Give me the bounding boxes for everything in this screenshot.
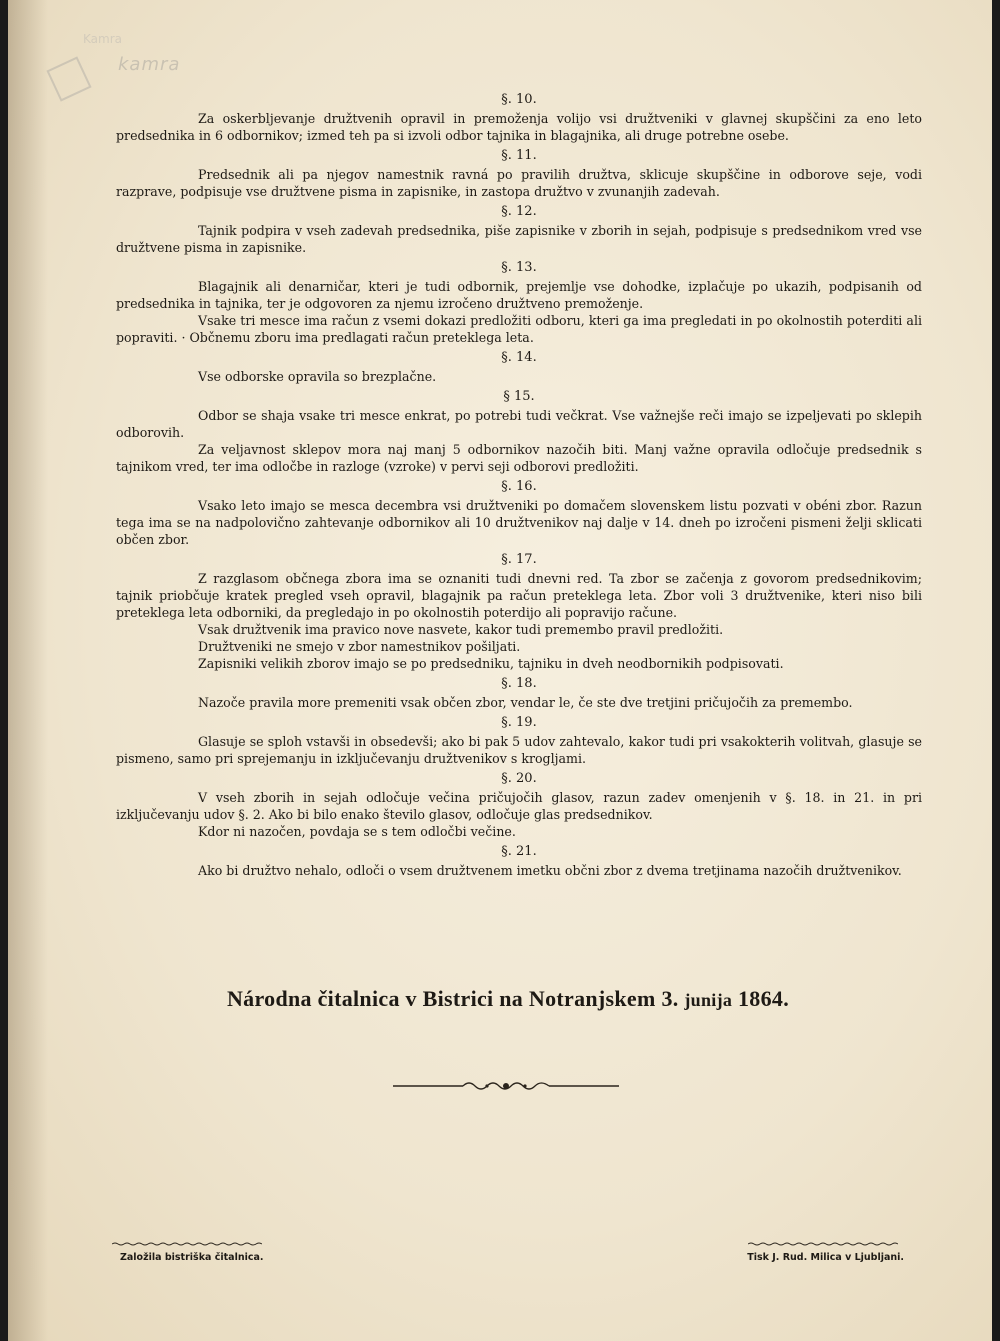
section-paragraph: Ako bi družtvo nehalo, odloči o vsem družtvenem imetku občni zbor z dvema tretjinama nazočih družtvenikov.	[198, 863, 902, 878]
document-page	[8, 0, 992, 1341]
section-heading: §. 19.	[501, 715, 537, 730]
closing-title	[8, 986, 1000, 1012]
watermark-logo-text: kamra	[118, 54, 181, 75]
decorative-ornament-icon	[393, 1078, 619, 1094]
section-paragraph: Kdor ni nazočen, povdaja se s tem odločbi večine.	[198, 824, 516, 839]
section-paragraph: Vsake tri mesce ima račun z vsemi dokazi predložiti odboru, kteri ga ima pregledati in po okolnostih poterditi ali popraviti. · Občnemu zboru ima predlagati račun preteklega leta.	[116, 313, 922, 345]
footer-rule-right	[748, 1242, 898, 1246]
statute-body	[116, 88, 922, 879]
section-heading: §. 12.	[501, 204, 537, 219]
section-paragraph: Odbor se shaja vsake tri mesce enkrat, po potrebi tudi večkrat. Vse važnejše reči imajo se izpeljevati po sklepih odborovih.	[116, 408, 922, 440]
publisher-note: Založila bistriška čitalnica.	[120, 1252, 264, 1263]
section-paragraph: Za veljavnost sklepov mora naj manj 5 odbornikov nazočih biti. Manj važne opravila odločuje predsednik s tajnikom vred, ter ima odločbe in razloge (vzroke) v pervi seji odborovi predložiti.	[116, 442, 922, 474]
section-paragraph: Družtveniki ne smejo v zbor namestnikov pošiljati.	[198, 639, 521, 654]
section-heading: §. 13.	[501, 260, 537, 275]
section-heading: §. 20.	[501, 771, 537, 786]
section-heading: §. 18.	[501, 676, 537, 691]
date-month: junija	[684, 990, 733, 1010]
society-name: Národna čitalnica v Bistrici na Notranjskem	[226, 986, 656, 1011]
section-heading: §. 17.	[501, 552, 537, 567]
section-paragraph: Zapisniki velikih zborov imajo se po predsedniku, tajniku in dveh neodbornikih podpisovati.	[198, 656, 784, 671]
section-heading: § 15.	[503, 389, 535, 404]
section-paragraph: Vsak družtvenik ima pravico nove nasvete, kakor tudi premembo pravil predložiti.	[198, 622, 724, 637]
section-heading: §. 16.	[501, 479, 537, 494]
section-heading: §. 14.	[501, 350, 537, 365]
section-paragraph: Nazoče pravila more premeniti vsak občen zbor, vendar le, če ste dve tretjini pričujočih za premembo.	[198, 695, 853, 710]
section-paragraph: Vsako leto imajo se mesca decembra vsi družtveniki po domačem slovenskem listu pozvati v obéni zbor. Razun tega ima se na nadpolovično zahtevanje odbornikov ali 10 družtvenikov naj dalje v 14. dneh po izročeni pismeni želji sklicati občen zbor.	[116, 498, 922, 547]
section-heading: §. 10.	[501, 92, 537, 107]
section-paragraph: Z razglasom občnega zbora ima se oznaniti tudi dnevni red. Ta zbor se začenja z govorom predsednikovim; tajnik priobčuje kratek pregled vseh opravil, blagajnik pa račun preteklega leta. Zbor voli 3 družtvenike, kteri niso bili preteklega leta odborniki, da pregledajo in po okolnostih poterdijo ali popravijo račune.	[116, 571, 922, 620]
section-paragraph: Vse odborske opravila so brezplačne.	[198, 369, 437, 384]
date-year: 1864.	[738, 986, 789, 1011]
section-heading: §. 21.	[501, 844, 537, 859]
section-heading: §. 11.	[501, 148, 537, 163]
watermark-small-text: Kamra	[83, 32, 122, 46]
date-day: 3.	[661, 986, 679, 1011]
section-paragraph: Glasuje se sploh vstavši in obsedevši; ako bi pak 5 udov zahtevalo, kakor tudi pri vsakokterih volitvah, glasuje se pismeno, samo pri sprejemanju in izključevanju družtvenikov s krogljami.	[116, 734, 922, 766]
footer-rule-left	[112, 1242, 262, 1246]
cube-icon	[46, 56, 91, 101]
section-paragraph: Blagajnik ali denarničar, kteri je tudi odbornik, prejemlje vse dohodke, izplačuje po ukazih, podpisanih od predsednika in tajnika, ter je odgovoren za njemu izročeno družtveno premoženje.	[116, 279, 922, 311]
section-paragraph: Za oskerbljevanje družtvenih opravil in premoženja volijo vsi družtveniki v glavnej skupščini za eno leto predsednika in 6 odbornikov; izmed teh pa si izvoli odbor tajnika in blagajnika, ali druge potrebne osebe.	[116, 111, 922, 143]
section-paragraph: Tajnik podpira v vseh zadevah predsednika, piše zapisnike v zborih in sejah, podpisuje s predsednikom vred vse družtvene pisma in zapisnike.	[116, 223, 922, 255]
printer-note: Tisk J. Rud. Milica v Ljubljani.	[747, 1252, 904, 1263]
section-paragraph: V vseh zborih in sejah odločuje večina pričujočih glasov, razun zadev omenjenih v §. 18. in 21. in pri izključevanju udov §. 2. Ako bi bilo enako število glasov, odločuje glas predsednikov.	[116, 790, 922, 822]
section-paragraph: Predsednik ali pa njegov namestnik ravná po pravilih družtva, sklicuje skupščine in odborove seje, vodi razprave, podpisuje vse družtvene pisma in zapisnike, in zastopa družtvo v zvunanjih zadevah.	[116, 167, 922, 199]
page-edge-shadow	[8, 0, 48, 1341]
